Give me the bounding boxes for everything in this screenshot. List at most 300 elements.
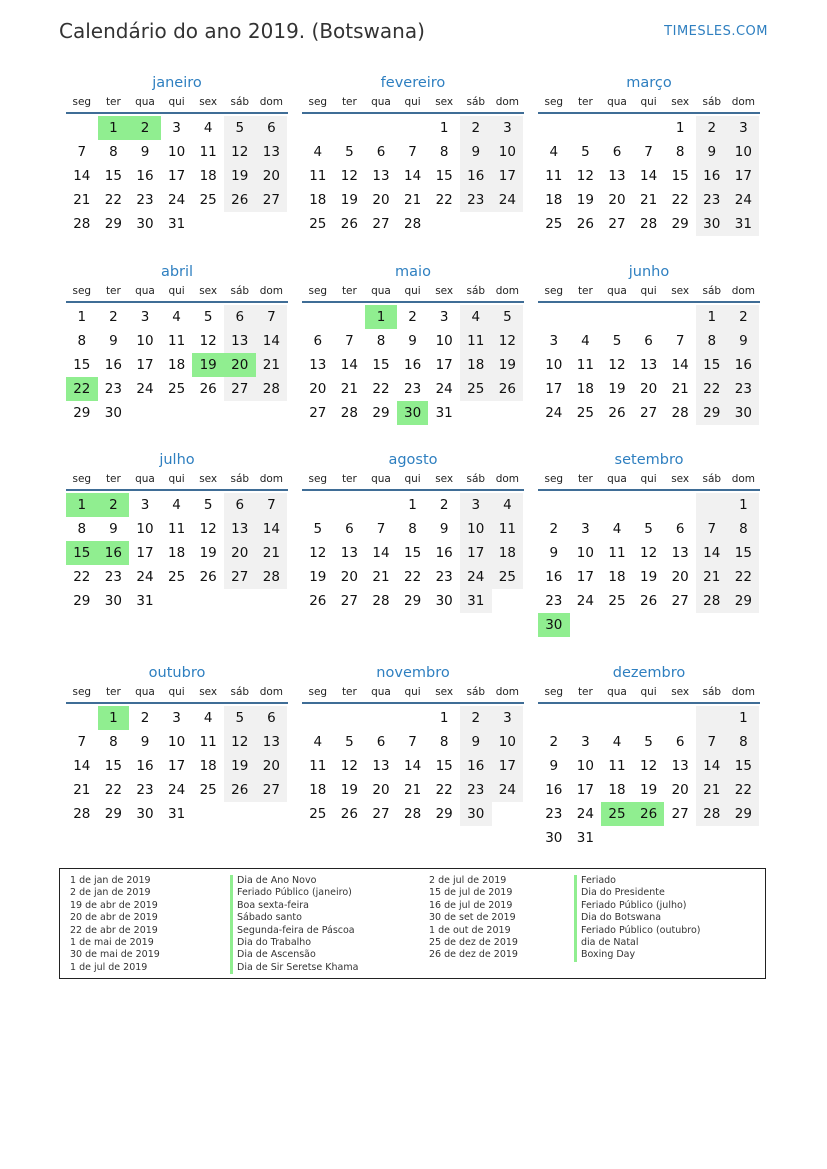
- day-cell: 26: [199, 569, 217, 585]
- day-cell: 15: [435, 168, 453, 184]
- day-cell: 17: [728, 164, 760, 188]
- day-cell: 6: [675, 521, 685, 537]
- empty-cell: [601, 116, 633, 140]
- day-cell: 24: [492, 778, 524, 802]
- day-cell: 4: [612, 734, 622, 750]
- day-cell: 29: [73, 593, 91, 609]
- day-cell: 14: [372, 545, 390, 561]
- weekday-label: sáb: [702, 473, 722, 485]
- holiday-day-cell: 1: [365, 305, 397, 329]
- day-cell: 18: [167, 545, 186, 561]
- empty-cell: [302, 706, 334, 730]
- day-cell: 9: [549, 545, 559, 561]
- weekday-header: [66, 471, 288, 491]
- day-cell: 22: [671, 192, 689, 208]
- day-cell: 22: [104, 782, 122, 798]
- day-cell: 8: [109, 734, 118, 750]
- legend-holiday-name: Feriado Público (julho): [574, 900, 701, 912]
- day-cell: 21: [403, 192, 422, 208]
- day-cell: 14: [256, 517, 288, 541]
- day-cell: 12: [224, 140, 256, 164]
- day-cell: 14: [403, 758, 422, 774]
- day-cell: 27: [372, 806, 390, 822]
- legend-date: 22 de abr de 2019: [70, 924, 158, 936]
- day-cell: 14: [340, 357, 358, 373]
- month-title: janeiro: [152, 75, 202, 91]
- day-cell: 15: [104, 168, 122, 184]
- day-cell: 20: [224, 541, 256, 565]
- weekday-label: qua: [371, 96, 391, 108]
- day-cell: 6: [256, 116, 288, 140]
- day-cell: 22: [104, 192, 122, 208]
- day-cell: 29: [728, 589, 760, 613]
- day-cell: 15: [435, 758, 453, 774]
- day-cell: 25: [309, 806, 327, 822]
- day-cell: 10: [136, 333, 154, 349]
- day-cell: 14: [73, 168, 91, 184]
- day-cell: 7: [644, 144, 653, 160]
- empty-cell: [365, 706, 397, 730]
- day-cell: 31: [576, 830, 594, 846]
- day-cell: 5: [492, 305, 524, 329]
- day-cell: 7: [345, 333, 354, 349]
- day-cell: 22: [728, 565, 760, 589]
- holiday-day-cell: 20: [224, 353, 256, 377]
- weekday-label: seg: [544, 285, 564, 297]
- empty-cell: [302, 116, 334, 140]
- day-cell: 2: [728, 305, 760, 329]
- day-cell: 9: [439, 521, 449, 537]
- day-cell: 7: [408, 144, 417, 160]
- holiday-day-cell: 1: [98, 116, 130, 140]
- legend-names-col-1: [230, 875, 358, 974]
- empty-cell: [302, 493, 334, 517]
- weekday-label: sáb: [230, 96, 250, 108]
- holiday-day-cell: 2: [129, 116, 161, 140]
- day-cell: 13: [340, 545, 358, 561]
- day-cell: 17: [492, 754, 524, 778]
- day-cell: 21: [73, 192, 91, 208]
- month-title: abril: [160, 264, 194, 280]
- weekday-label: qua: [607, 285, 627, 297]
- day-cell: 11: [167, 333, 186, 349]
- day-cell: 28: [671, 405, 689, 421]
- day-cell: 12: [199, 333, 217, 349]
- month-maio: [302, 261, 524, 425]
- day-cell: 29: [403, 593, 422, 609]
- weekday-header: [66, 283, 288, 303]
- month-title: agosto: [388, 452, 438, 468]
- day-cell: 28: [372, 593, 390, 609]
- day-cell: 24: [136, 569, 154, 585]
- weekday-label: ter: [577, 96, 593, 108]
- day-cell: 25: [199, 192, 217, 208]
- day-cell: 30: [696, 212, 728, 236]
- day-cell: 24: [576, 806, 594, 822]
- weekday-label: dom: [259, 473, 284, 485]
- day-cell: 4: [549, 144, 559, 160]
- day-cell: 23: [545, 806, 563, 822]
- holiday-day-cell: 25: [601, 802, 633, 826]
- day-cell: 11: [199, 734, 217, 750]
- empty-cell: [538, 116, 570, 140]
- day-cell: 21: [340, 381, 358, 397]
- weekday-label: sex: [199, 96, 218, 108]
- holiday-day-cell: 15: [66, 541, 98, 565]
- empty-cell: [570, 116, 602, 140]
- day-cell: 18: [576, 381, 594, 397]
- day-cell: 6: [675, 734, 685, 750]
- day-cell: 15: [728, 754, 760, 778]
- legend-holiday-name: Feriado Público (outubro): [574, 925, 701, 937]
- legend-date: 2 de jul de 2019: [429, 875, 507, 886]
- empty-cell: [601, 305, 633, 329]
- day-cell: 8: [77, 333, 87, 349]
- day-cell: 18: [608, 569, 626, 585]
- month-title: outubro: [148, 665, 206, 681]
- month-novembro: [302, 662, 524, 826]
- day-cell: 24: [435, 381, 453, 397]
- day-cell: 17: [492, 164, 524, 188]
- day-cell: 9: [109, 521, 118, 537]
- day-cell: 3: [140, 497, 150, 513]
- day-cell: 11: [199, 144, 217, 160]
- day-cell: 8: [696, 329, 728, 353]
- day-cell: 1: [728, 706, 760, 730]
- empty-cell: [601, 706, 633, 730]
- day-grid: [538, 305, 760, 425]
- day-cell: 20: [309, 381, 327, 397]
- weekday-label: qui: [640, 473, 657, 485]
- day-cell: 20: [671, 569, 689, 585]
- month-janeiro: [66, 72, 288, 236]
- weekday-label: dom: [259, 686, 284, 698]
- day-grid: [302, 305, 524, 425]
- weekday-label: sex: [435, 285, 454, 297]
- day-cell: 23: [545, 593, 563, 609]
- weekday-label: sex: [435, 686, 454, 698]
- day-grid: [66, 493, 288, 613]
- day-cell: 20: [372, 192, 390, 208]
- day-cell: 19: [224, 754, 256, 778]
- weekday-header: [302, 94, 524, 114]
- day-cell: 10: [136, 521, 154, 537]
- legend-holiday-name: Sábado santo: [230, 912, 358, 924]
- day-cell: 16: [728, 353, 760, 377]
- day-cell: 26: [576, 216, 594, 232]
- day-cell: 17: [545, 381, 563, 397]
- day-cell: 4: [581, 333, 590, 349]
- weekday-label: sex: [671, 473, 690, 485]
- weekday-label: sáb: [230, 473, 250, 485]
- day-cell: 2: [408, 309, 417, 325]
- weekday-label: qui: [404, 285, 421, 297]
- day-cell: 27: [224, 377, 256, 401]
- day-cell: 27: [671, 593, 689, 609]
- day-cell: 27: [256, 188, 288, 212]
- legend-holiday-name: Dia de Sir Seretse Khama: [230, 962, 358, 974]
- day-cell: 20: [256, 754, 288, 778]
- day-cell: 26: [639, 593, 658, 609]
- day-cell: 4: [172, 309, 181, 325]
- month-setembro: [538, 449, 760, 637]
- month-title: dezembro: [612, 665, 686, 681]
- day-cell: 30: [435, 593, 453, 609]
- day-cell: 31: [728, 212, 760, 236]
- day-cell: 3: [492, 116, 524, 140]
- weekday-label: qui: [168, 96, 185, 108]
- empty-cell: [664, 305, 696, 329]
- day-cell: 7: [408, 734, 417, 750]
- day-cell: 25: [460, 377, 492, 401]
- day-cell: 4: [203, 710, 213, 726]
- weekday-label: sex: [671, 285, 690, 297]
- day-cell: 9: [696, 140, 728, 164]
- day-cell: 7: [256, 305, 288, 329]
- legend-date: 16 de jul de 2019: [429, 899, 513, 911]
- weekday-label: ter: [105, 686, 121, 698]
- day-cell: 11: [545, 168, 563, 184]
- day-cell: 6: [644, 333, 653, 349]
- empty-cell: [365, 116, 397, 140]
- day-cell: 5: [203, 309, 213, 325]
- day-cell: 21: [256, 541, 288, 565]
- day-cell: 8: [728, 517, 760, 541]
- day-cell: 23: [136, 192, 154, 208]
- day-cell: 30: [545, 830, 563, 846]
- weekday-label: qua: [135, 473, 155, 485]
- day-cell: 9: [549, 758, 559, 774]
- weekday-header: [66, 94, 288, 114]
- month-junho: [538, 261, 760, 425]
- day-cell: 1: [675, 120, 685, 136]
- day-cell: 4: [460, 305, 492, 329]
- day-cell: 26: [608, 405, 626, 421]
- day-cell: 10: [728, 140, 760, 164]
- day-cell: 2: [549, 521, 559, 537]
- empty-cell: [538, 706, 570, 730]
- day-cell: 28: [256, 377, 288, 401]
- day-cell: 5: [224, 706, 256, 730]
- day-grid: [302, 116, 524, 236]
- weekday-label: qui: [404, 686, 421, 698]
- day-cell: 19: [340, 192, 358, 208]
- empty-cell: [601, 493, 633, 517]
- month-title: setembro: [614, 452, 684, 468]
- day-cell: 30: [460, 802, 492, 826]
- day-cell: 1: [439, 710, 449, 726]
- day-cell: 22: [728, 778, 760, 802]
- day-grid: [302, 493, 524, 613]
- day-cell: 14: [696, 541, 728, 565]
- day-cell: 10: [576, 545, 594, 561]
- day-cell: 18: [199, 758, 217, 774]
- day-cell: 22: [403, 569, 422, 585]
- day-cell: 22: [372, 381, 390, 397]
- weekday-label: sex: [671, 686, 690, 698]
- day-cell: 6: [313, 333, 323, 349]
- day-cell: 11: [576, 357, 594, 373]
- weekday-label: ter: [577, 473, 593, 485]
- legend-holiday-name: Dia do Botswana: [574, 912, 701, 924]
- day-cell: 16: [435, 545, 453, 561]
- day-cell: 5: [313, 521, 323, 537]
- day-cell: 5: [644, 521, 653, 537]
- day-cell: 21: [639, 192, 658, 208]
- day-cell: 4: [172, 497, 181, 513]
- weekday-label: qua: [371, 285, 391, 297]
- holiday-day-cell: 30: [538, 613, 570, 637]
- weekday-label: ter: [577, 686, 593, 698]
- weekday-label: seg: [308, 686, 328, 698]
- weekday-label: qui: [168, 285, 185, 297]
- weekday-label: ter: [341, 473, 357, 485]
- legend-date: 1 de mai de 2019: [70, 936, 154, 948]
- day-cell: 29: [696, 401, 728, 425]
- day-cell: 6: [224, 305, 256, 329]
- legend-holiday-name: Feriado: [574, 875, 701, 887]
- day-cell: 8: [728, 730, 760, 754]
- day-cell: 3: [549, 333, 559, 349]
- day-cell: 26: [199, 381, 217, 397]
- day-cell: 8: [408, 521, 417, 537]
- weekday-label: dom: [259, 96, 284, 108]
- day-cell: 6: [612, 144, 622, 160]
- legend-date: 26 de dez de 2019: [429, 949, 518, 961]
- brand-link[interactable]: TIMESLES.COM: [664, 24, 768, 39]
- day-cell: 28: [73, 216, 91, 232]
- day-cell: 13: [224, 329, 256, 353]
- day-cell: 3: [492, 706, 524, 730]
- day-cell: 26: [309, 593, 327, 609]
- day-cell: 14: [671, 357, 689, 373]
- day-grid: [66, 706, 288, 826]
- weekday-label: qua: [607, 473, 627, 485]
- day-cell: 27: [372, 216, 390, 232]
- day-cell: 28: [73, 806, 91, 822]
- day-cell: 27: [639, 405, 658, 421]
- day-cell: 24: [728, 188, 760, 212]
- day-cell: 2: [696, 116, 728, 140]
- weekday-label: qui: [640, 96, 657, 108]
- day-cell: 28: [696, 589, 728, 613]
- weekday-label: seg: [72, 473, 92, 485]
- day-cell: 21: [256, 353, 288, 377]
- day-cell: 20: [340, 569, 358, 585]
- empty-cell: [633, 116, 665, 140]
- month-março: [538, 72, 760, 236]
- day-cell: 11: [167, 521, 186, 537]
- day-cell: 7: [256, 493, 288, 517]
- day-cell: 16: [136, 168, 154, 184]
- day-cell: 7: [696, 517, 728, 541]
- weekday-label: qui: [168, 686, 185, 698]
- day-cell: 22: [435, 782, 453, 798]
- day-cell: 16: [136, 758, 154, 774]
- day-cell: 25: [167, 381, 186, 397]
- weekday-label: seg: [72, 285, 92, 297]
- day-cell: 24: [167, 192, 186, 208]
- empty-cell: [66, 706, 98, 730]
- day-cell: 15: [403, 545, 422, 561]
- weekday-label: seg: [72, 96, 92, 108]
- day-cell: 6: [224, 493, 256, 517]
- weekday-label: sex: [199, 285, 218, 297]
- day-cell: 17: [136, 357, 154, 373]
- empty-cell: [397, 116, 429, 140]
- day-cell: 17: [576, 569, 594, 585]
- legend-dates-col-2: [429, 875, 518, 962]
- day-cell: 15: [104, 758, 122, 774]
- day-cell: 4: [492, 493, 524, 517]
- weekday-label: seg: [544, 473, 564, 485]
- day-cell: 19: [576, 192, 594, 208]
- day-cell: 6: [376, 734, 386, 750]
- empty-cell: [334, 706, 366, 730]
- weekday-label: sáb: [466, 96, 486, 108]
- day-cell: 16: [460, 754, 492, 778]
- day-cell: 11: [492, 517, 524, 541]
- weekday-label: sex: [435, 473, 454, 485]
- day-cell: 7: [696, 730, 728, 754]
- day-cell: 21: [696, 778, 728, 802]
- legend-date: 2 de jan de 2019: [70, 887, 151, 899]
- day-cell: 28: [340, 405, 358, 421]
- day-cell: 7: [376, 521, 386, 537]
- day-cell: 8: [77, 521, 87, 537]
- holiday-day-cell: 30: [397, 401, 429, 425]
- day-grid: [302, 706, 524, 826]
- weekday-label: sáb: [702, 686, 722, 698]
- day-cell: 12: [199, 521, 217, 537]
- empty-cell: [570, 305, 602, 329]
- legend-date: 25 de dez de 2019: [429, 936, 518, 948]
- day-cell: 8: [675, 144, 685, 160]
- weekday-label: dom: [495, 473, 520, 485]
- weekday-header: [538, 94, 760, 114]
- day-cell: 21: [696, 565, 728, 589]
- day-cell: 24: [167, 782, 186, 798]
- day-cell: 17: [460, 541, 492, 565]
- day-cell: 13: [671, 758, 689, 774]
- day-cell: 11: [460, 329, 492, 353]
- day-cell: 24: [136, 381, 154, 397]
- day-cell: 1: [696, 305, 728, 329]
- day-cell: 22: [435, 192, 453, 208]
- weekday-label: qua: [135, 686, 155, 698]
- day-cell: 13: [372, 168, 390, 184]
- day-cell: 3: [581, 734, 590, 750]
- day-cell: 7: [77, 144, 87, 160]
- day-cell: 8: [439, 144, 449, 160]
- day-cell: 12: [639, 545, 658, 561]
- weekday-label: seg: [308, 473, 328, 485]
- day-cell: 23: [104, 381, 122, 397]
- weekday-label: qua: [371, 473, 391, 485]
- day-cell: 23: [728, 377, 760, 401]
- day-cell: 1: [408, 497, 417, 513]
- weekday-label: ter: [105, 96, 121, 108]
- day-cell: 14: [696, 754, 728, 778]
- day-cell: 23: [104, 569, 122, 585]
- day-cell: 27: [224, 565, 256, 589]
- day-cell: 2: [109, 309, 118, 325]
- day-cell: 19: [224, 164, 256, 188]
- day-cell: 14: [403, 168, 422, 184]
- legend-date: 30 de set de 2019: [429, 912, 516, 924]
- legend-holiday-name: Segunda-feira de Páscoa: [230, 925, 358, 937]
- day-cell: 25: [576, 405, 594, 421]
